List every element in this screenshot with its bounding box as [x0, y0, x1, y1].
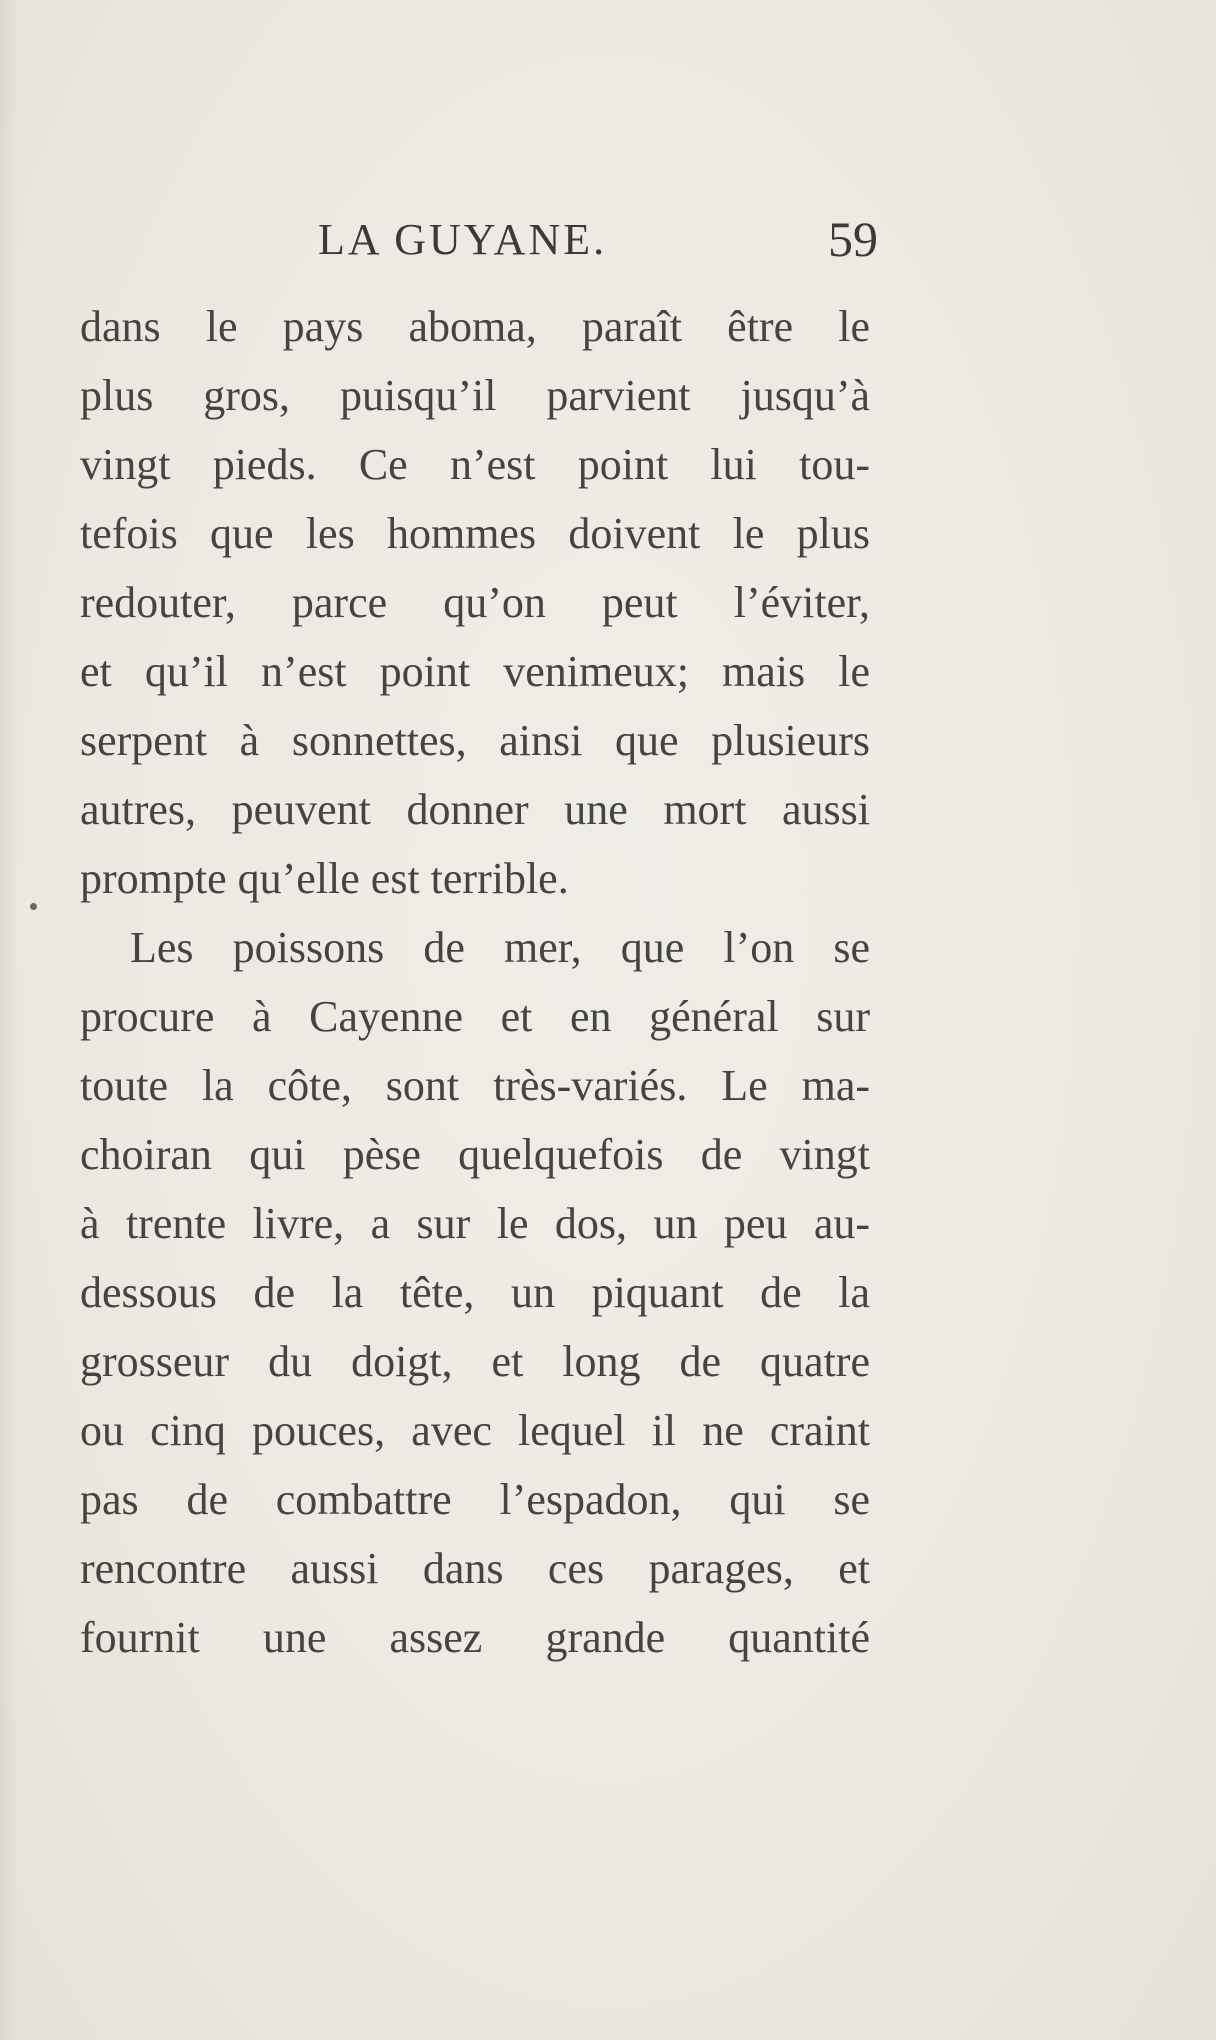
text-line: vingt pieds. Ce n’est point lui tou-	[80, 440, 870, 489]
running-title: LA GUYANE.	[318, 215, 608, 264]
text-line: choiran qui pèse quelquefois de vingt	[80, 1130, 870, 1179]
text-line: serpent à sonnettes, ainsi que plusieurs	[80, 716, 870, 765]
paragraph-start-line: Les poissons de mer, que l’on se	[130, 923, 870, 972]
text-line: rencontre aussi dans ces parages, et	[80, 1544, 870, 1593]
text-line: pas de combattre l’espadon, qui se	[80, 1475, 870, 1524]
page-number: 59	[828, 211, 878, 267]
paragraph-end-line: prompte qu’elle est terrible.	[80, 854, 569, 903]
text-line: toute la côte, sont très-variés. Le ma-	[80, 1061, 870, 1110]
body-text	[80, 292, 870, 1672]
text-line: ou cinq pouces, avec lequel il ne craint	[80, 1406, 870, 1455]
text-line: procure à Cayenne et en général sur	[80, 992, 870, 1041]
text-line: à trente livre, a sur le dos, un peu au-	[80, 1199, 870, 1248]
margin-spot	[30, 903, 37, 910]
text-line: fournit une assez grande quantité	[80, 1613, 870, 1662]
text-line: autres, peuvent donner une mort aussi	[80, 785, 870, 834]
page-edge-shadow	[0, 0, 18, 2040]
text-line: dessous de la tête, un piquant de la	[80, 1268, 870, 1317]
text-line: et qu’il n’est point venimeux; mais le	[80, 647, 870, 696]
text-line: plus gros, puisqu’il parvient jusqu’à	[80, 371, 870, 420]
text-line: dans le pays aboma, paraît être le	[80, 302, 870, 351]
text-line: grosseur du doigt, et long de quatre	[80, 1337, 870, 1386]
text-line: tefois que les hommes doivent le plus	[80, 509, 870, 558]
running-header	[318, 206, 878, 276]
text-line: redouter, parce qu’on peut l’éviter,	[80, 578, 870, 627]
